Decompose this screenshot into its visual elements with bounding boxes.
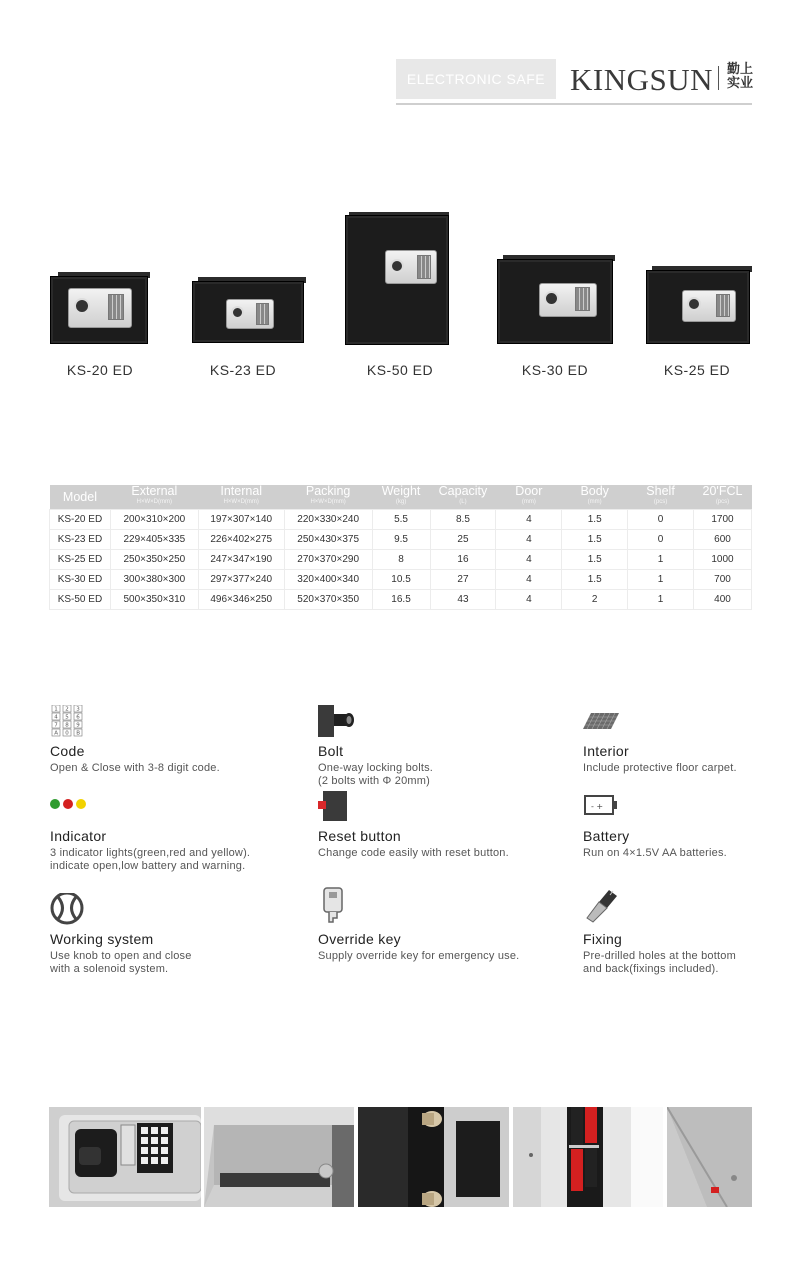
feature-title: Interior bbox=[583, 743, 629, 759]
feature-title: Reset button bbox=[318, 828, 401, 844]
column-header: Internal H×W×D(mm) bbox=[198, 485, 284, 510]
column-header: External H×W×D(mm) bbox=[110, 485, 198, 510]
feature-description: Use knob to open and close with a solenoid system. bbox=[50, 950, 192, 975]
table-cell: 700 bbox=[693, 570, 751, 590]
table-cell: 16.5 bbox=[372, 590, 430, 610]
feature-description: Open & Close with 3-8 digit code. bbox=[50, 762, 220, 774]
table-cell: 43 bbox=[430, 590, 496, 610]
product-image-ks25 bbox=[646, 266, 752, 344]
keypad-key-label: A bbox=[54, 730, 58, 737]
keypad-key-label: 1 bbox=[54, 706, 58, 713]
table-cell: 5.5 bbox=[372, 510, 430, 530]
table-cell: 8.5 bbox=[430, 510, 496, 530]
table-row bbox=[50, 510, 752, 530]
model-label: KS-25 ED bbox=[663, 362, 731, 378]
key-icon bbox=[318, 887, 354, 925]
table-cell: 0 bbox=[628, 530, 694, 550]
table-cell: 600 bbox=[693, 530, 751, 550]
table-cell: 8 bbox=[372, 550, 430, 570]
table-cell: 226×402×275 bbox=[198, 530, 284, 550]
detail-photo-bolts bbox=[358, 1107, 509, 1207]
detail-photo-interior bbox=[204, 1107, 354, 1207]
column-header: Body (mm) bbox=[562, 485, 628, 510]
keypad-key-label: B bbox=[76, 730, 80, 737]
indicator-lights-icon bbox=[50, 790, 86, 822]
column-header: Shelf (pcs) bbox=[628, 485, 694, 510]
table-cell: 1.5 bbox=[562, 530, 628, 550]
table-cell: 1 bbox=[628, 570, 694, 590]
keypad-key-label: 5 bbox=[65, 714, 69, 721]
keypad-key-label: 2 bbox=[65, 706, 69, 713]
table-cell: 247×347×190 bbox=[198, 550, 284, 570]
category-tag: ELECTRONIC SAFE bbox=[396, 59, 556, 99]
feature-description: Run on 4×1.5V AA batteries. bbox=[583, 847, 727, 859]
table-row bbox=[50, 570, 752, 590]
bolt-icon bbox=[318, 705, 354, 737]
feature-description: One-way locking bolts. (2 bolts with Φ 20mm) bbox=[318, 762, 434, 787]
table-cell: 1700 bbox=[693, 510, 751, 530]
table-cell: 1 bbox=[628, 550, 694, 570]
brand-chinese-name: 勤上实业 bbox=[727, 62, 754, 91]
feature-title: Bolt bbox=[318, 743, 344, 759]
table-row bbox=[50, 530, 752, 550]
brand-logo: KINGSUN bbox=[570, 62, 713, 97]
knob-icon bbox=[50, 893, 86, 925]
table-cell: 229×405×335 bbox=[110, 530, 198, 550]
table-cell: 10.5 bbox=[372, 570, 430, 590]
table-cell: 27 bbox=[430, 570, 496, 590]
table-cell: KS-30 ED bbox=[50, 570, 111, 590]
feature-title: Code bbox=[50, 743, 85, 759]
table-cell: 1.5 bbox=[562, 510, 628, 530]
product-image-ks30 bbox=[497, 255, 615, 344]
table-cell: 400 bbox=[693, 590, 751, 610]
keypad-key-label: 6 bbox=[76, 714, 80, 721]
feature-description: Change code easily with reset button. bbox=[318, 847, 509, 859]
table-header-row bbox=[50, 485, 752, 510]
table-cell: 270×370×290 bbox=[284, 550, 372, 570]
detail-photo-battery bbox=[513, 1107, 663, 1207]
keypad-key-label: 0 bbox=[65, 730, 69, 737]
table-cell: 4 bbox=[496, 570, 562, 590]
table-cell: 250×350×250 bbox=[110, 550, 198, 570]
table-cell: 1.5 bbox=[562, 550, 628, 570]
detail-photo-fixing bbox=[667, 1107, 752, 1207]
feature-description: Include protective floor carpet. bbox=[583, 762, 737, 774]
brand-divider bbox=[718, 66, 719, 90]
table-cell: 197×307×140 bbox=[198, 510, 284, 530]
keypad-icon bbox=[50, 705, 86, 737]
feature-description: Supply override key for emergency use. bbox=[318, 950, 520, 962]
column-header: Door (mm) bbox=[496, 485, 562, 510]
spec-table bbox=[49, 485, 752, 610]
table-cell: 25 bbox=[430, 530, 496, 550]
keypad-key-label: 3 bbox=[76, 706, 80, 713]
model-label: KS-30 ED bbox=[521, 362, 589, 378]
table-row bbox=[50, 590, 752, 610]
table-cell: 4 bbox=[496, 550, 562, 570]
table-cell: 250×430×375 bbox=[284, 530, 372, 550]
battery-icon bbox=[583, 790, 619, 822]
product-image-ks50 bbox=[345, 212, 451, 345]
model-label: KS-50 ED bbox=[366, 362, 434, 378]
table-cell: 500×350×310 bbox=[110, 590, 198, 610]
product-image-ks23 bbox=[192, 277, 306, 343]
table-row bbox=[50, 550, 752, 570]
model-label: KS-20 ED bbox=[66, 362, 134, 378]
table-cell: 297×377×240 bbox=[198, 570, 284, 590]
table-cell: KS-50 ED bbox=[50, 590, 111, 610]
feature-title: Battery bbox=[583, 828, 630, 844]
table-cell: 520×370×350 bbox=[284, 590, 372, 610]
keypad-key-label: 8 bbox=[65, 722, 69, 729]
feature-title: Fixing bbox=[583, 931, 623, 947]
table-cell: 320×400×340 bbox=[284, 570, 372, 590]
table-cell: 1.5 bbox=[562, 570, 628, 590]
svg-text:- +: - + bbox=[591, 802, 604, 811]
keypad-key-label: 9 bbox=[76, 722, 80, 729]
table-cell: 0 bbox=[628, 510, 694, 530]
keypad-key-label: 4 bbox=[54, 714, 58, 721]
header-rule bbox=[396, 103, 752, 105]
table-cell: 220×330×240 bbox=[284, 510, 372, 530]
table-cell: 200×310×200 bbox=[110, 510, 198, 530]
table-cell: KS-25 ED bbox=[50, 550, 111, 570]
table-cell: 1 bbox=[628, 590, 694, 610]
product-image-ks20 bbox=[50, 272, 150, 344]
fixing-icon bbox=[583, 887, 619, 925]
carpet-icon bbox=[583, 705, 619, 737]
column-header: Capacity (L) bbox=[430, 485, 496, 510]
column-header: Packing H×W×D(mm) bbox=[284, 485, 372, 510]
table-cell: 9.5 bbox=[372, 530, 430, 550]
model-label: KS-23 ED bbox=[209, 362, 277, 378]
table-cell: 4 bbox=[496, 590, 562, 610]
table-body bbox=[50, 510, 752, 610]
table-cell: KS-23 ED bbox=[50, 530, 111, 550]
detail-photo-keypad bbox=[49, 1107, 201, 1207]
table-cell: 300×380×300 bbox=[110, 570, 198, 590]
feature-description: Pre-drilled holes at the bottom and back(fixings included). bbox=[583, 950, 736, 975]
table-cell: KS-20 ED bbox=[50, 510, 111, 530]
table-cell: 1000 bbox=[693, 550, 751, 570]
column-header: 20'FCL (pcs) bbox=[693, 485, 751, 510]
feature-title: Indicator bbox=[50, 828, 107, 844]
table-cell: 16 bbox=[430, 550, 496, 570]
reset-button-icon bbox=[318, 790, 354, 822]
keypad-key-label: 7 bbox=[54, 722, 58, 729]
feature-title: Working system bbox=[50, 931, 154, 947]
table-cell: 496×346×250 bbox=[198, 590, 284, 610]
column-header: Model bbox=[50, 485, 111, 510]
table-cell: 2 bbox=[562, 590, 628, 610]
feature-description: 3 indicator lights(green,red and yellow). indicate open,low battery and warning. bbox=[50, 847, 251, 872]
feature-title: Override key bbox=[318, 931, 401, 947]
column-header: Weight (kg) bbox=[372, 485, 430, 510]
table-cell: 4 bbox=[496, 510, 562, 530]
table-cell: 4 bbox=[496, 530, 562, 550]
